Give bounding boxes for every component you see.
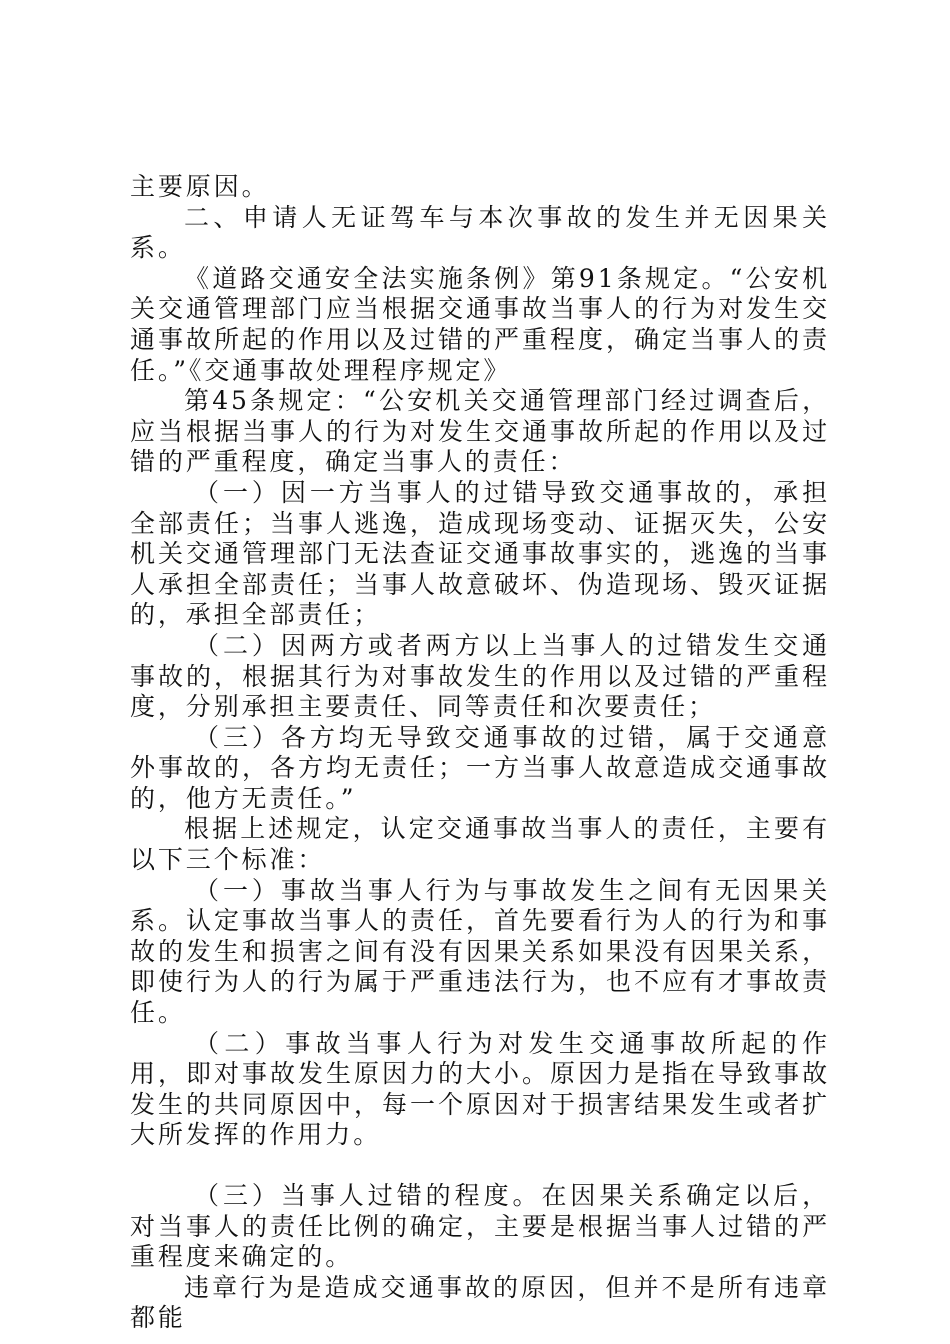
paragraph-standard-3: （三）当事人过错的程度。在因果关系确定以后，对当事人的责任比例的确定，主要是根据当事人过错的严重程度来确定的。 [130, 1181, 830, 1272]
paragraph-continuation: 主要原因。 [130, 172, 270, 201]
document-body [130, 172, 830, 1334]
paragraph-violation: 违章行为是造成交通事故的原因，但并不是所有违章都能 [130, 1272, 830, 1333]
paragraph-item-3: （三）各方均无导致交通事故的过错，属于交通意外事故的，各方均无责任；一方当事人故意造成交通事故的，他方无责任。” [130, 722, 830, 813]
paragraph-regulation-91: 《道路交通安全法实施条例》第91条规定。“公安机关交通管理部门应当根据交通事故当事人的行为对发生交通事故所起的作用以及过错的严重程度，确定当事人的责任。”《交通事故处理程序规定》 [130, 263, 830, 385]
paragraph-item-1: （一）因一方当事人的过错导致交通事故的，承担全部责任；当事人逃逸，造成现场变动、证据灭失，公安机关交通管理部门无法查证交通事故事实的，逃逸的当事人承担全部责任；当事人故意破坏、伪造现场、毁灭证据的，承担全部责任； [130, 477, 830, 630]
paragraph-standards-intro: 根据上述规定，认定交通事故当事人的责任，主要有以下三个标准： [130, 814, 830, 875]
paragraph-standard-2: （二）事故当事人行为对发生交通事故所起的作用，即对事故发生原因力的大小。原因力是指在导致事故发生的共同原因中，每一个原因对于损害结果发生或者扩大所发挥的作用力。 [130, 1028, 830, 1150]
paragraph-regulation-45: 第45条规定：“公安机关交通管理部门经过调查后，应当根据当事人的行为对发生交通事故所起的作用以及过错的严重程度，确定当事人的责任： [130, 386, 830, 477]
paragraph-standard-1: （一）事故当事人行为与事故发生之间有无因果关系。认定事故当事人的责任，首先要看行为人的行为和事故的发生和损害之间有没有因果关系如果没有因果关系，即使行为人的行为属于严重违法行为，也不应有才事故责任。 [130, 875, 830, 1028]
paragraph-section-heading: 二、申请人无证驾车与本次事故的发生并无因果关系。 [130, 202, 830, 263]
blank-line [130, 1151, 830, 1181]
paragraph-item-2: （二）因两方或者两方以上当事人的过错发生交通事故的，根据其行为对事故发生的作用以及过错的严重程度，分别承担主要责任、同等责任和次要责任； [130, 630, 830, 722]
